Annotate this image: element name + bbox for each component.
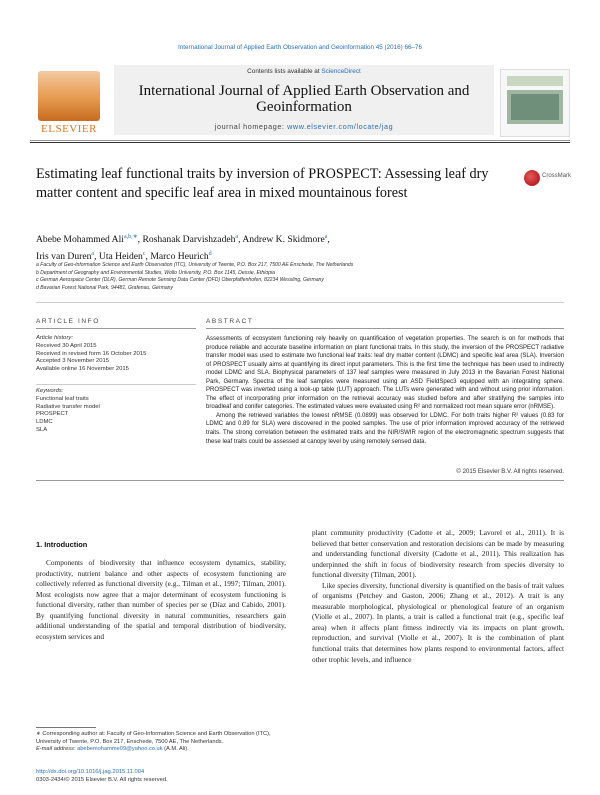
author: Marco Heurich <box>150 251 209 263</box>
footnote-rule <box>36 727 96 728</box>
abstract-paragraph: Assessments of ecosystem functioning rely heavily on quantification of vegetation properties. The search is on for methods that produce reliable and accurate baseline information on plant functional traits. In this study, the inversion of the PROSPECT radiative transfer model was used to estimate two functional leaf traits: leaf dry matter content (LDMC) and specific leaf area (SLA). Inversion of PROSPECT usually aims at quantifying its direct input parameters. This is the first time the technique has been used to indirectly model LDMC and SLA. Biophysical parameters of 137 leaf samples were measured in July 2013 in the Bavarian Forest National Park, Germany. Spectra of the leaf samples were measured using an ASD FieldSpec3 equipped with an integrating sphere. PROSPECT was inverted using a look-up table (LUT) approach. The LUTs were generated with and without using prior information. The effect of incorporating prior information on the retrieval accuracy was studied before and after stratifying the samples into broadleaf and conifer categories. The estimated values were evaluated using R² and normalized root mean square error (nRMSE). <box>206 336 564 411</box>
section-heading: 1. Introduction <box>36 540 88 549</box>
author: Abebe Mohammed Ali <box>36 234 124 246</box>
author-affiliation-marker[interactable]: a <box>324 234 328 240</box>
crossmark-badge[interactable] <box>524 170 572 188</box>
body-paragraph: plant community productivity (Cadotte et al., 2009; Lavorel et al., 2011). It is believed that better conservation and restoration decisions can be made by measuring and understanding functional diversity (Cadotte et al., 2011). This realization has underpinned the shift in focus of biodiversity research from species diversity to functional diversity (Tilman, 2001). <box>312 528 564 580</box>
divider <box>206 328 564 329</box>
body-paragraph: Components of biodiversity that influence ecosystem dynamics, stability, productivity, nutrient balance and other aspects of ecosystem functioning are collectively referred as functional diversity (e.g., Tilman et al., 1997; Tilman, 2001). Most ecologists now agree that a major determinant of ecosystem functioning is functional diversity, rather than number of species per se (Díaz and Cabido, 2001). By quantifying functional diversity in natural communities, researchers gain additional understanding of the spatial and temporal distribution of biodiversity, ecosystem services and <box>36 558 286 641</box>
author-affiliation-marker[interactable]: a,b,∗ <box>123 234 138 240</box>
footnote <box>36 731 294 754</box>
author: Iris van Duren <box>36 251 92 263</box>
email-link[interactable]: abebemohamme09@yahoo.co.uk <box>77 746 163 753</box>
divider <box>36 328 196 329</box>
body-column-right <box>312 528 564 665</box>
author-list: Abebe Mohammed Ali$^{a,b,∗}$, Roshanak Darvishzadeh$^a$, Andrew K. Skidmore$^a$, Iris van Duren$^a$, Uta Heiden$^c$, Marco Heurich$^d$ <box>36 234 330 263</box>
homepage-prefix: journal homepage: <box>214 122 288 131</box>
abstract-paragraph: Among the retrieved variables the lowest nRMSE (0.0899) was observed for LDMC. For both traits higher R² values (0.83 for LDMC and 0.89 for SLA) were discovered in the pooled samples. The use of prior information improved accuracy of the retrieved traits. The strong correlation between the estimated traits and the NIR/SWIR region of the electromagnetic spectrum suggests that these leaf traits could be assessed at canopy level by using remotely sensed data. <box>206 412 564 445</box>
journal-title: International Journal of Applied Earth Observation and Geoinformation <box>138 83 470 115</box>
affiliation: d Bavarian Forest National Park, 94481, Grafenau, Germany <box>36 285 174 292</box>
keyword: Functional leaf traits <box>36 395 89 402</box>
history-label: Article history: <box>36 335 73 341</box>
corresponding-author-note: ∗ Corresponding author at: Faculty of Geo-Information Science and Earth Observation (ITC), University of Twente, P.O. Box 217, Enschede, 7500 AE, The Netherlands. <box>36 731 271 745</box>
email-suffix: (A.M. Ali). <box>162 746 189 753</box>
divider <box>36 384 196 385</box>
abstract-body <box>206 335 564 446</box>
email-line <box>36 746 294 754</box>
running-head[interactable]: International Journal of Applied Earth Observation and Geoinformation 45 (2016) 66–76 <box>178 44 422 51</box>
affiliation: c German Aerospace Center (DLR), German Remote Sensing Data Center (DFD) Oberpfaffenhofen, 82234 Wessling, Germany <box>36 277 324 284</box>
issn-line: 0303-2434/© 2015 Elsevier B.V. All rights reserved. <box>36 776 168 783</box>
elsevier-tree-icon <box>38 71 100 121</box>
journal-banner <box>114 65 494 135</box>
homepage-line <box>114 122 494 131</box>
author-affiliation-marker[interactable]: a <box>91 251 95 258</box>
doi-link[interactable]: http://dx.doi.org/10.1016/j.jag.2015.11.004 <box>36 769 145 775</box>
publisher-name: ELSEVIER <box>41 123 97 135</box>
author: Andrew K. Skidmore <box>242 234 325 246</box>
masthead-rule-thin <box>30 140 570 141</box>
history-item: Accepted 3 November 2015 <box>36 358 110 365</box>
keywords-label: Keywords: <box>36 388 64 394</box>
elsevier-logo <box>30 69 108 135</box>
history-item: Available online 16 November 2015 <box>36 366 129 373</box>
keyword: LDMC <box>36 419 53 426</box>
body-paragraph: Like species diversity, functional diversity is quantified on the basis of trait values of organisms (Petchey and Gaston, 2006; Zhang et al., 2012). A trait is any measurable morphological, physiological or phenological feature of an organism (Violle et al., 2007). In plants, a trait is called a functional trait (e.g., specific leaf area) when it affects plant fitness indirectly via its impacts on plant growth, reproduction, and survival (Violle et al., 2007). It is the combination of plant functional traits that determines how plants respond to environmental factors, affect other trophic levels, and influence <box>312 580 564 664</box>
keyword: Radiative transfer model <box>36 403 100 410</box>
email-label: E-mail address: <box>36 746 78 753</box>
article-info-heading: ARTICLE INFO <box>36 318 100 325</box>
body-column-left <box>36 558 286 642</box>
author-affiliation-marker[interactable]: a <box>235 234 239 240</box>
article-history <box>36 335 196 374</box>
doi-block <box>36 769 294 785</box>
sciencedirect-link[interactable]: ScienceDirect <box>321 68 361 75</box>
contents-line <box>114 68 494 75</box>
author-affiliation-marker[interactable]: d <box>208 251 212 258</box>
copyright-notice: © 2015 Elsevier B.V. All rights reserved. <box>456 468 564 475</box>
affiliation: b Department of Geography and Environmental Studies, Wollo University, P.O. Box 1145, Dessie, Ethiopia <box>36 269 275 276</box>
article-title: Estimating leaf functional traits by inversion of PROSPECT: Assessing leaf dry matter content and specific leaf area in mixed mountainous forest <box>36 166 489 201</box>
journal-masthead <box>30 65 570 140</box>
author: Roshanak Darvishzadeh <box>142 234 236 246</box>
homepage-link[interactable]: www.elsevier.com/locate/jag <box>287 122 394 131</box>
keyword-list <box>36 388 196 435</box>
affiliation: a Faculty of Geo-Information Science and Earth Observation (ITC), University of Twente, P.O. Box 217, 7500 AE Enschede, The Netherlands <box>36 262 354 268</box>
contents-prefix: Contents lists available at <box>247 68 322 75</box>
divider <box>36 302 564 303</box>
crossmark-icon <box>524 170 540 186</box>
journal-cover-image <box>500 69 570 137</box>
crossmark-label: CrossMark <box>542 173 572 179</box>
masthead-rule <box>30 142 570 143</box>
keyword: PROSPECT <box>36 411 69 418</box>
author-affiliation-marker[interactable]: c <box>142 251 146 258</box>
history-item: Received in revised form 16 October 2015 <box>36 350 147 357</box>
abstract-heading: ABSTRACT <box>206 318 254 325</box>
divider <box>36 480 564 481</box>
keyword: SLA <box>36 426 48 433</box>
history-item: Received 30 April 2015 <box>36 342 97 349</box>
author: Uta Heiden <box>98 251 143 263</box>
affiliation-list <box>36 262 576 293</box>
